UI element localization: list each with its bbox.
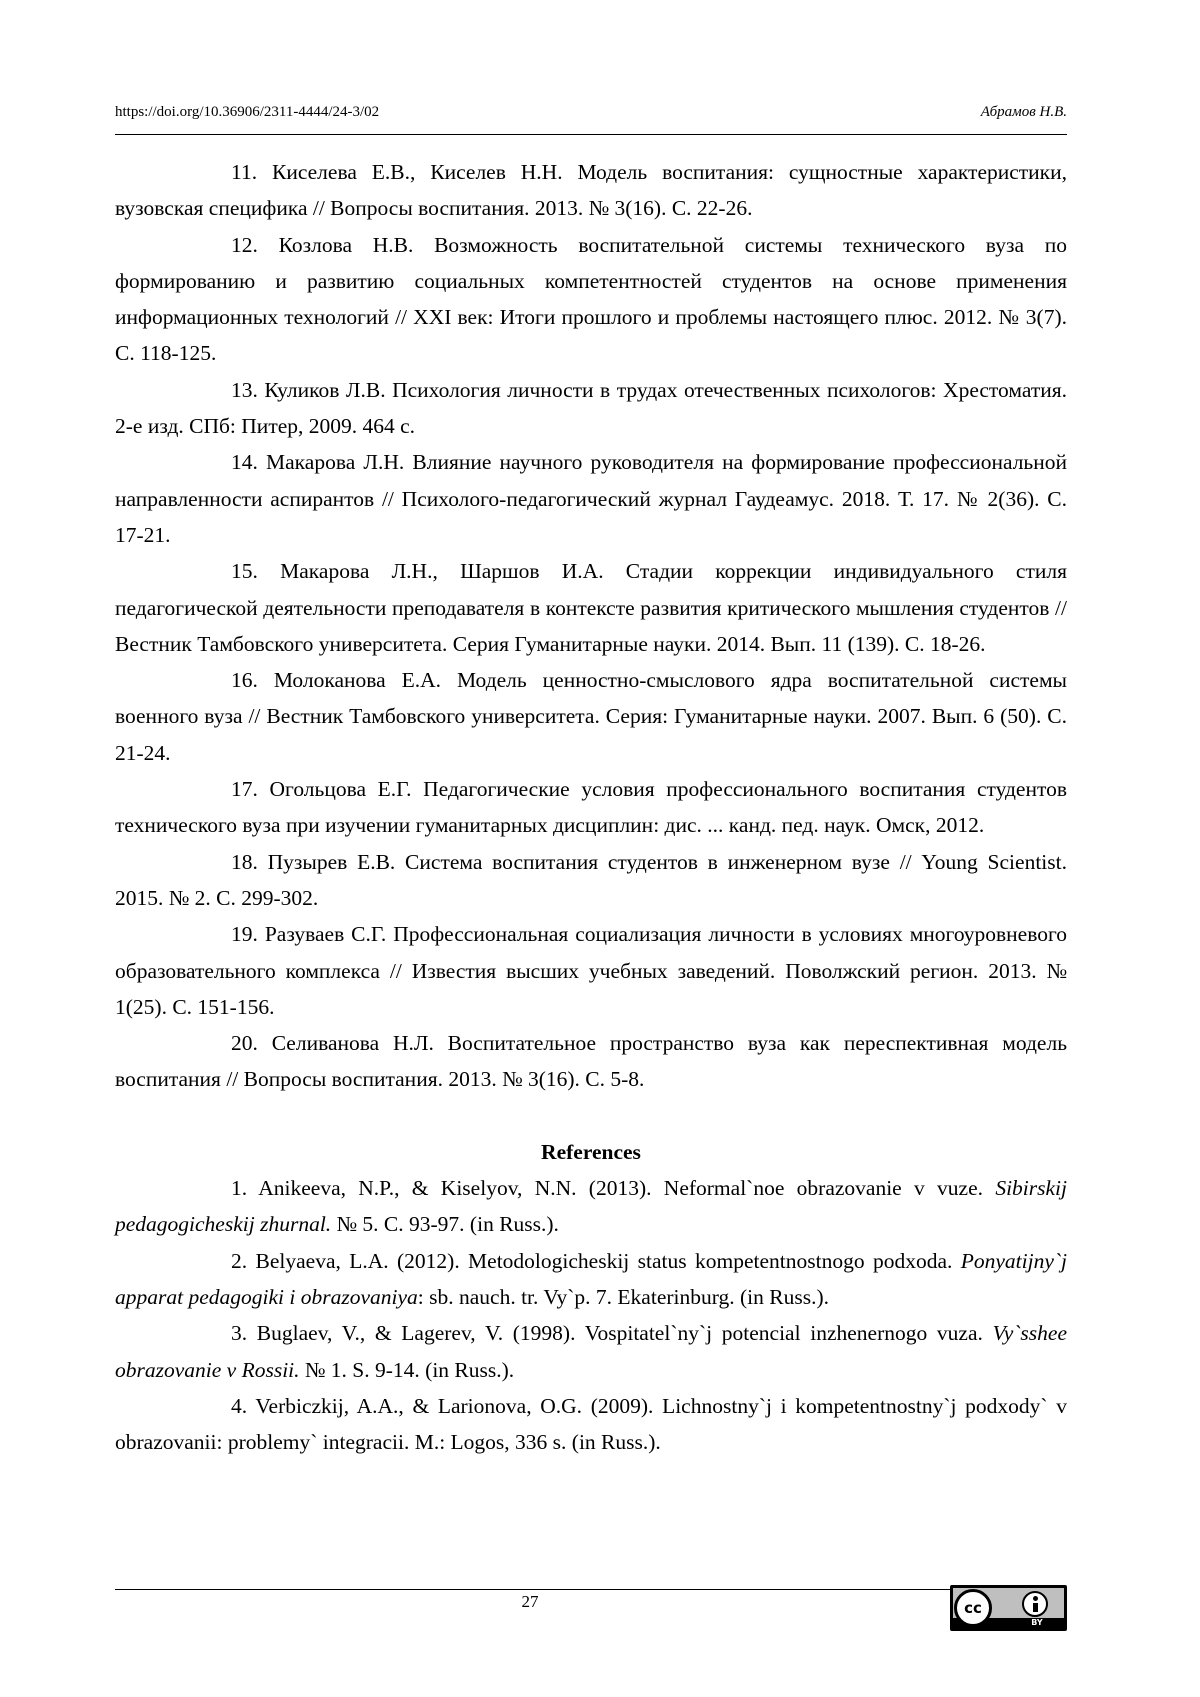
reference-item [115,844,1067,917]
reference-source-title: Ponyatijny`j apparat pedagogiki i obrazovaniya [115,1248,1068,1309]
reference-number: 2. [231,1248,248,1273]
page-header [115,104,1067,135]
cc-icon: cc [954,1589,992,1627]
reference-text: Огольцова Е.Г. Педагогические условия профессионального воспитания студентов технического вуза при изучении гуманитарных дисциплин: дис. ... канд. пед. наук. Омск, 2012. [115,777,1067,838]
reference-number: 20. [231,1031,258,1056]
reference-source-title: Sibirskij pedagogicheskij zhurnal. [115,1176,1067,1237]
section-gap [115,1098,1067,1134]
reference-item [115,916,1067,1025]
reference-text: Макарова Л.Н., Шаршов И.А. Стадии коррекции индивидуального стиля педагогической деятельности преподавателя в контексте развития критического мышления студентов // Вестник Тамбовского университета. Серия Гуманитарные науки. 2014. Вып. 11 (139). С. 18-26. [115,559,1067,656]
reference-text: Anikeeva, N.P., & Kiselyov, N.N. (2013). Neformal`noe obrazovanie v vuze. [258,1176,996,1201]
doi-link[interactable]: https://doi.org/10.36906/2311-4444/24-3/02 [115,104,380,120]
references-heading: References [541,1139,641,1164]
reference-item [115,444,1067,553]
reference-item [115,372,1067,445]
reference-number: 16. [231,668,258,693]
person-torso [1033,1603,1038,1612]
reference-item [115,553,1067,662]
reference-text: № 5. С. 93-97. (in Russ.). [331,1212,559,1237]
reference-number: 17. [231,777,258,802]
reference-text: Пузырев Е.В. Система воспитания студентов в инженерном вузе // Young Scientist. 2015. № 2. С. 299-302. [115,849,1067,910]
reference-text: Макарова Л.Н. Влияние научного руководителя на формирование профессиональной направленности аспирантов // Психолого-педагогический журнал Гаудеамус. 2018. Т. 17. № 2(36). С. 17-21. [115,450,1067,547]
reference-number: 4. [231,1393,248,1418]
cc-by-icon[interactable] [950,1585,1067,1631]
person-head [1033,1596,1038,1601]
reference-text: Verbiczkij, A.A., & Larionova, O.G. (2009). Lichnostny`j i kompetentnostny`j podxody` v obrazovanii: problemy` integracii. M.: Logos, 336 s. (in Russ.). [115,1393,1067,1455]
reference-number: 1. [231,1176,248,1201]
person-icon [1022,1591,1048,1617]
reference-text: Киселева Е.В., Киселев Н.Н. Модель воспитания: сущностные характеристики, вузовская специфика // Вопросы воспитания. 2013. № 3(16). С. 22-26. [115,160,1068,221]
running-author: Абрамов Н.В. [980,104,1067,120]
reference-number: 3. [231,1321,248,1346]
reference-text: Куликов Л.В. Психология личности в трудах отечественных психологов: Хрестоматия. 2-е изд. СПб: Питер, 2009. 464 с. [115,377,1068,439]
reference-item [115,1243,1067,1316]
reference-number: 18. [231,849,258,874]
reference-number: 12. [231,232,258,257]
page-number: 27 [521,1592,539,1611]
reference-text: Разуваев С.Г. Профессиональная социализация личности в условиях многоуровневого образовательного комплекса // Известия высших учебных заведений. Поволжский регион. 2013. № 1(25). С. 151-156. [115,922,1068,1019]
reference-number: 11. [231,160,258,184]
reference-text: : sb. nauch. tr. Vy`p. 7. Ekaterinburg. (in Russ.). [417,1284,830,1309]
reference-item [115,1170,1067,1243]
by-label: BY [1031,1618,1043,1627]
reference-text: Buglaev, V., & Lagerev, V. (1998). Vospitatel`ny`j potencial inzhenernogo vuza. [256,1321,993,1346]
reference-text: Молоканова Е.А. Модель ценностно-смыслового ядра воспитательной системы военного вуза // Вестник Тамбовского университета. Серия: Гуманитарные науки. 2007. Вып. 6 (50). С. 21-24. [115,668,1068,765]
reference-item [115,1388,1067,1461]
page-body [115,154,1067,1460]
reference-item [115,662,1067,771]
reference-item [115,227,1067,372]
reference-list-english [115,1170,1067,1460]
reference-number: 15. [231,559,258,584]
reference-item [115,1025,1067,1098]
reference-list-russian [115,154,1067,1098]
reference-item [115,154,1067,227]
reference-text: № 1. S. 9-14. (in Russ.). [299,1357,515,1382]
reference-number: 13. [231,377,258,402]
reference-item [115,771,1067,844]
reference-source-title: Vy`sshee obrazovanie v Rossii. [115,1321,1067,1382]
reference-text: Селиванова Н.Л. Воспитательное пространство вуза как переспективная модель воспитания // Вопросы воспитания. 2013. № 3(16). С. 5-8. [115,1031,1068,1092]
reference-text: Belyaeva, L.A. (2012). Metodologicheskij status kompetentnostnogo podxoda. [255,1248,961,1273]
reference-number: 19. [231,922,258,947]
footer-divider [115,1589,950,1590]
reference-text: Козлова Н.В. Возможность воспитательной системы технического вуза по формированию и развитию социальных компетентностей студентов на основе применения информационных технологий // XXI век: Итоги прошлого и проблемы настоящего плюс. 2012. № 3(7). С. 118-125. [115,232,1067,366]
reference-number: 14. [231,450,258,475]
reference-item [115,1315,1067,1388]
